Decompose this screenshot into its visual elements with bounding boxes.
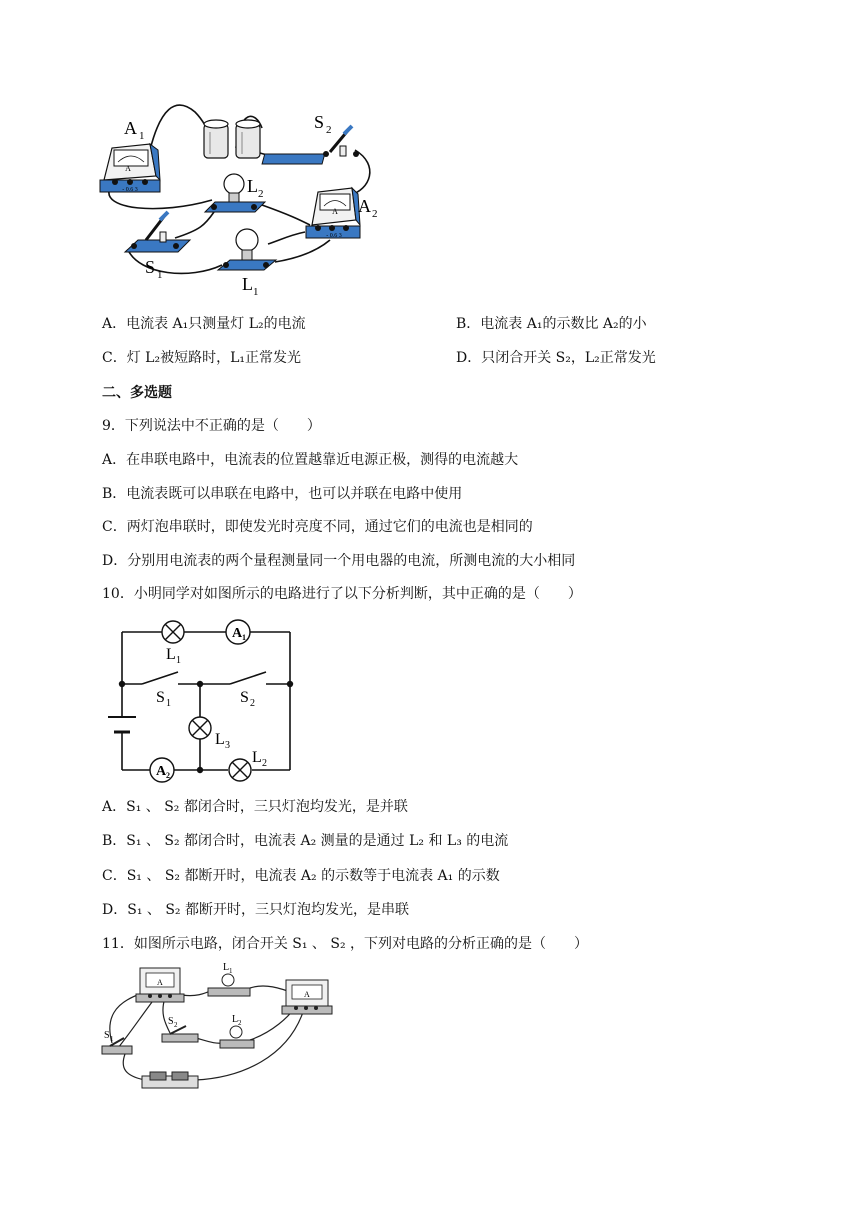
label-l1-sub: 1 [253, 286, 259, 298]
q9-option-b: B．电流表既可以串联在电路中，也可以并联在电路中使用 [102, 486, 463, 502]
q8-option-a: A．电流表 A₁只测量灯 L₂的电流 [102, 316, 306, 332]
label-s1: S [104, 1030, 110, 1041]
lamp-l1 [208, 974, 250, 996]
label-a1-sub: 1 [139, 130, 145, 142]
label-a1: A [124, 118, 137, 138]
a1-glyph: A [232, 626, 243, 641]
q9-option-a: A．在串联电路中，电流表的位置越靠近电源正极，测得的电流越大 [102, 452, 519, 468]
ammeter-a2-scale: - 0.6 3 [326, 233, 342, 239]
ammeter-a2 [150, 758, 174, 782]
ammeter-a1-scale: - 0.6 3 [122, 187, 138, 193]
q9-stem: 9．下列说法中不正确的是（ ） [102, 418, 321, 434]
label-l1: L [223, 962, 230, 973]
q9-option-c: C．两灯泡串联时，即使发光时亮度不同，通过它们的电流也是相同的 [102, 519, 533, 535]
switch-s1 [125, 212, 190, 252]
ammeter-right-glyph: A [304, 990, 310, 999]
label-s1-sub: 1 [110, 1035, 114, 1043]
label-s1-sub: 1 [166, 698, 171, 709]
ammeter-a1 [226, 620, 250, 644]
label-l1-sub: 1 [229, 967, 233, 975]
label-l2: L [232, 1014, 239, 1025]
circuit-figure-1 [0, 0, 860, 300]
battery-box [142, 1072, 198, 1088]
q8-option-b: B．电流表 A₁的示数比 A₂的小 [456, 316, 647, 332]
label-l2: L [247, 176, 258, 196]
label-l3: L [215, 731, 225, 748]
label-s1: S [145, 257, 156, 277]
label-s2: S [168, 1016, 174, 1027]
q10-option-b: B．S₁ 、 S₂ 都闭合时，电流表 A₂ 测量的是通过 L₂ 和 L₃ 的电流 [102, 833, 509, 849]
lamp-l2 [229, 759, 251, 781]
circuit-diagram-q10 [0, 612, 860, 782]
label-s2: S [240, 689, 249, 706]
section-title: 二、多选题 [102, 385, 172, 401]
battery-pack [204, 120, 260, 158]
q10-option-c: C．S₁ 、 S₂ 都断开时，电流表 A₂ 的示数等于电流表 A₁ 的示数 [102, 868, 500, 884]
q8-option-d: D．只闭合开关 S₂，L₂正常发光 [456, 350, 656, 366]
q8-option-c: C．灯 L₂被短路时，L₁正常发光 [102, 350, 301, 366]
label-s1: S [156, 689, 165, 706]
label-l1-sub: 1 [176, 655, 181, 666]
q10-stem: 10．小明同学对如图所示的电路进行了以下分析判断，其中正确的是（ ） [102, 586, 582, 602]
ammeter-right [282, 980, 332, 1014]
ammeter-a2-glyph: A [332, 207, 338, 216]
ammeter-a1-glyph: A [125, 164, 131, 173]
label-s2: S [314, 112, 325, 132]
lamp-l1 [162, 621, 184, 643]
lamp-l2 [220, 1026, 254, 1048]
label-a2: A [358, 196, 371, 216]
circuit-figure-q11 [0, 958, 860, 1098]
label-l2-sub: 2 [262, 758, 267, 769]
label-l2-sub: 2 [238, 1019, 242, 1027]
label-s2-sub: 2 [326, 124, 332, 136]
a2-glyph: A [156, 764, 167, 779]
label-s1-sub: 1 [157, 269, 163, 281]
label-s2-sub: 2 [174, 1021, 178, 1029]
label-l1: L [242, 274, 253, 294]
label-l2-sub: 2 [258, 188, 264, 200]
ammeter-left-glyph: A [157, 978, 163, 987]
label-l3-sub: 3 [225, 740, 230, 751]
q11-stem: 11．如图所示电路，闭合开关 S₁ 、 S₂ ，下列对电路的分析正确的是（ ） [102, 936, 589, 952]
lamp-l1 [218, 229, 276, 270]
label-l1: L [166, 646, 176, 663]
q9-option-d: D．分别用电流表的两个量程测量同一个用电器的电流，所测电流的大小相同 [102, 553, 576, 569]
label-s2-sub: 2 [250, 698, 255, 709]
q10-option-d: D．S₁ 、 S₂ 都断开时，三只灯泡均发光，是串联 [102, 902, 409, 918]
ammeter-a1 [100, 144, 160, 193]
lamp-l3 [189, 717, 211, 739]
a1-glyph-sub: 1 [242, 633, 246, 642]
label-l2: L [252, 749, 262, 766]
switch-s2 [262, 126, 359, 164]
a2-glyph-sub: 2 [166, 771, 170, 780]
q10-option-a: A．S₁ 、 S₂ 都闭合时，三只灯泡均发光，是并联 [102, 799, 408, 815]
label-a2-sub: 2 [372, 208, 378, 220]
ammeter-left [136, 968, 184, 1002]
ammeter-a2 [306, 188, 360, 239]
